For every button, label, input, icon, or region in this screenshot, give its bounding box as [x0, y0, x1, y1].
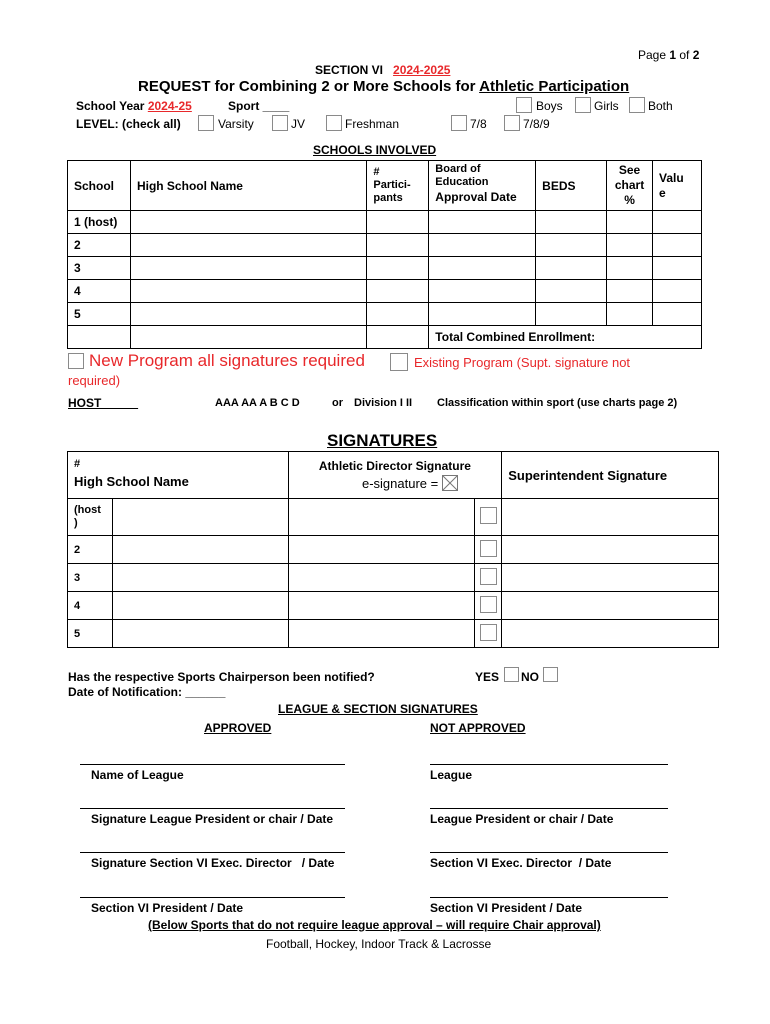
col-school: School	[68, 161, 131, 211]
e-signature-x-icon	[442, 475, 458, 491]
league-right-3: Section VI Exec. Director / Date	[430, 856, 612, 870]
sig-col-name: # High School Name	[68, 452, 289, 499]
table-row: 4	[68, 280, 702, 303]
col-value: Valu e	[653, 161, 702, 211]
esig-checkbox[interactable]	[480, 507, 497, 524]
varsity-label: Varsity	[218, 117, 254, 131]
sport-field[interactable]: Sport ____	[228, 99, 290, 113]
total-row	[68, 326, 702, 349]
esig-checkbox[interactable]	[480, 568, 497, 585]
freshman-label: Freshman	[345, 117, 400, 131]
total-enrollment: Total Combined Enrollment:	[429, 326, 702, 349]
varsity-checkbox[interactable]	[198, 115, 214, 131]
both-label: Both	[648, 99, 673, 113]
boys-label: Boys	[536, 99, 563, 113]
col-beds: BEDS	[536, 161, 607, 211]
signature-line[interactable]	[430, 808, 668, 809]
7-8-checkbox[interactable]	[451, 115, 467, 131]
7-8-9-label: 7/8/9	[523, 117, 550, 131]
table-row: 5	[68, 620, 719, 648]
col-participants: # Partici- pants	[367, 161, 429, 211]
schools-involved-title: SCHOOLS INVOLVED	[313, 143, 437, 157]
freshman-checkbox[interactable]	[326, 115, 342, 131]
league-right-4: Section VI President / Date	[430, 901, 583, 915]
notification-date[interactable]: Date of Notification: ______	[68, 685, 226, 699]
new-program-label: New Program all signatures required	[89, 351, 365, 370]
league-left-1: Name of League	[91, 768, 184, 782]
table-row: 2	[68, 234, 702, 257]
table-row: 4	[68, 592, 719, 620]
host-classes: AAA AA A B C D	[215, 397, 300, 409]
signature-line[interactable]	[80, 808, 345, 809]
no-label: NO	[521, 670, 539, 684]
section-label: SECTION VI 2024-2025	[315, 63, 451, 77]
no-checkbox[interactable]	[543, 667, 558, 682]
table-row: 3	[68, 257, 702, 280]
host-or: or	[332, 397, 343, 409]
col-boe: Board of Education Approval Date	[429, 161, 536, 211]
7-8-9-checkbox[interactable]	[504, 115, 520, 131]
esig-checkbox[interactable]	[480, 596, 497, 613]
col-see-chart: See chart %	[607, 161, 653, 211]
notify-question: Has the respective Sports Chairperson been notified?	[68, 670, 375, 684]
school-year: School Year 2024-25	[76, 99, 192, 113]
signature-line[interactable]	[430, 852, 668, 853]
esig-checkbox[interactable]	[480, 540, 497, 557]
signature-line[interactable]	[80, 852, 345, 853]
table-row: 3	[68, 564, 719, 592]
sig-col-ad: Athletic Director Signature e-signature =	[288, 452, 502, 499]
page-number: Page 1 of 2	[638, 48, 700, 62]
yes-label: YES	[475, 670, 500, 684]
jv-checkbox[interactable]	[272, 115, 288, 131]
league-left-2: Signature League President or chair / Date	[91, 812, 334, 826]
not-approved-heading: NOT APPROVED	[430, 721, 526, 735]
approved-heading: APPROVED	[204, 721, 272, 735]
yes-checkbox[interactable]	[504, 667, 519, 682]
page-title: REQUEST for Combining 2 or More Schools for Athletic Participation	[138, 78, 630, 95]
existing-program-checkbox[interactable]	[390, 353, 408, 371]
jv-label: JV	[291, 117, 306, 131]
league-right-1: League	[430, 768, 473, 782]
signatures-title: SIGNATURES	[327, 431, 438, 450]
host-label: HOST _____	[68, 396, 139, 410]
signature-line[interactable]	[80, 764, 345, 765]
signature-line[interactable]	[80, 897, 345, 898]
col-name: High School Name	[130, 161, 366, 211]
7-8-label: 7/8	[470, 117, 487, 131]
esig-checkbox[interactable]	[480, 624, 497, 641]
both-checkbox[interactable]	[629, 97, 645, 113]
sig-col-supt: Superintendent Signature	[502, 452, 719, 499]
footer-note: (Below Sports that do not require league approval – will require Chair approval)	[148, 918, 601, 932]
signatures-table	[67, 451, 719, 648]
existing-program-label-2: required)	[68, 373, 121, 388]
boys-checkbox[interactable]	[516, 97, 532, 113]
table-row: 1 (host)	[68, 211, 702, 234]
league-right-2: League President or chair / Date	[430, 812, 614, 826]
new-program-checkbox[interactable]	[68, 353, 84, 369]
level-label: LEVEL: (check all)	[76, 117, 181, 131]
league-left-4: Section VI President / Date	[91, 901, 244, 915]
signature-line[interactable]	[430, 897, 668, 898]
host-division: Division I II	[354, 397, 413, 409]
table-row: (host )	[68, 499, 719, 536]
table-row: 2	[68, 536, 719, 564]
signature-line[interactable]	[430, 764, 668, 765]
girls-checkbox[interactable]	[575, 97, 591, 113]
existing-program-label: Existing Program (Supt. signature not	[414, 355, 631, 370]
schools-table	[67, 160, 702, 349]
league-left-3: Signature Section VI Exec. Director / Date	[91, 856, 335, 870]
table-row: 5	[68, 303, 702, 326]
host-classification: Classification within sport (use charts page 2)	[437, 397, 678, 409]
footer-sports: Football, Hockey, Indoor Track & Lacrosse	[266, 937, 492, 951]
league-title: LEAGUE & SECTION SIGNATURES	[278, 702, 478, 716]
girls-label: Girls	[594, 99, 619, 113]
